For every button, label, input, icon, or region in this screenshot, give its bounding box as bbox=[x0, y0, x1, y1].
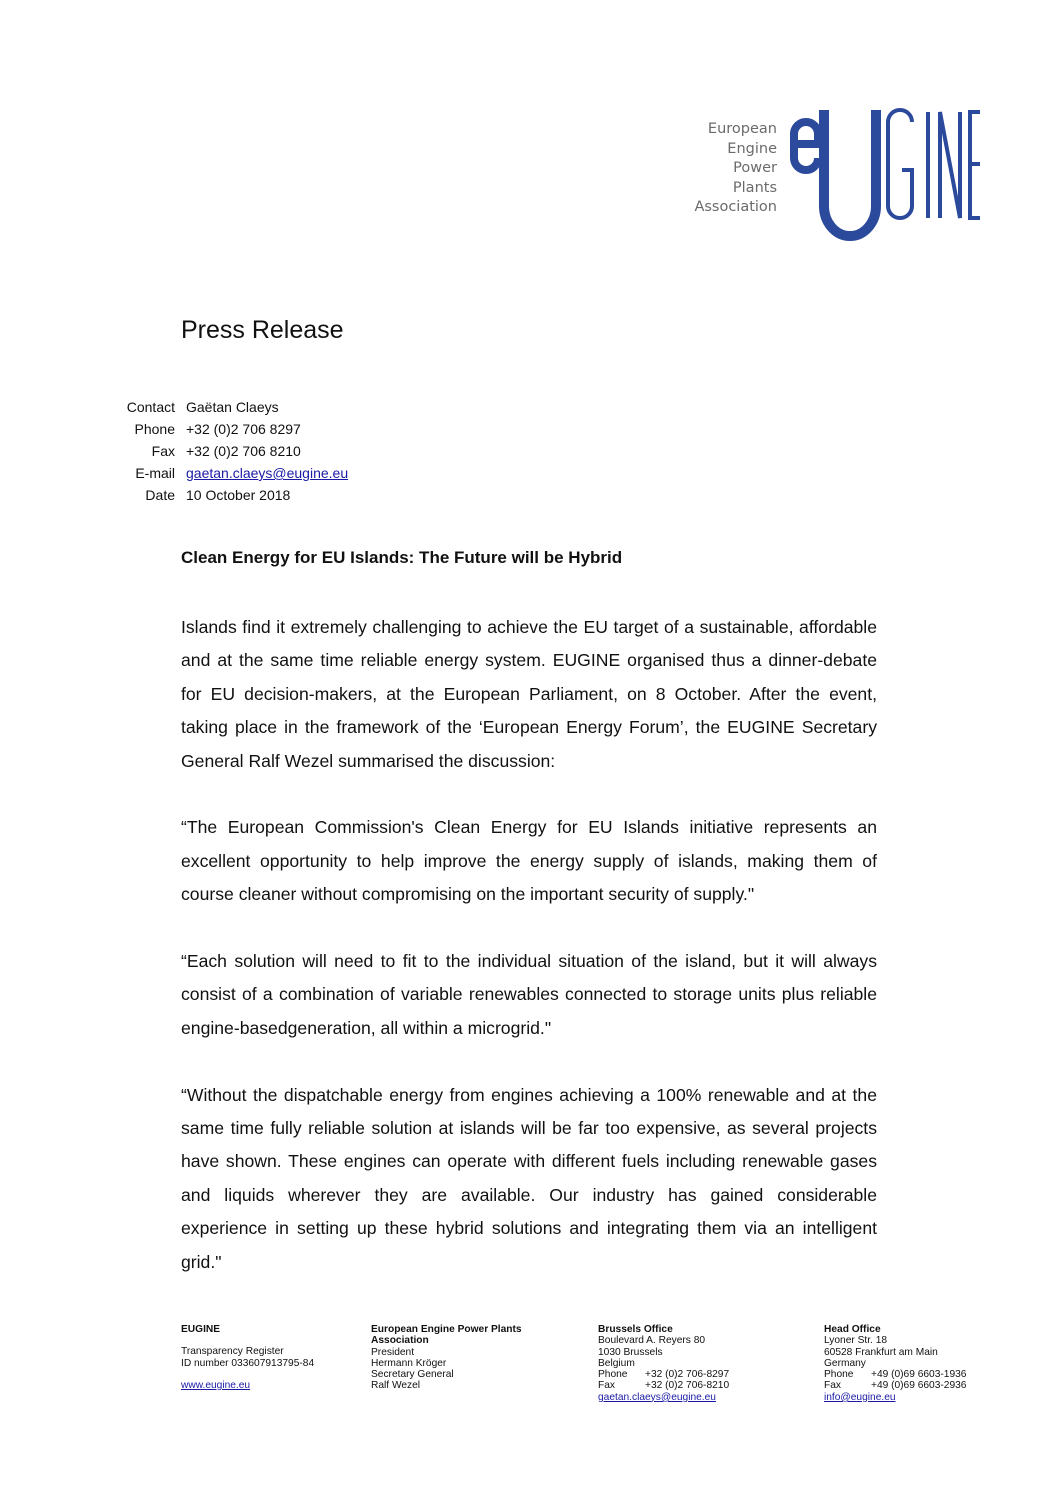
footer-phone-value: +32 (0)2 706-8297 bbox=[645, 1369, 730, 1381]
footer-heading: Head Office bbox=[824, 1324, 881, 1335]
contact-row bbox=[100, 396, 348, 418]
email-label: E-mail bbox=[135, 465, 175, 481]
contact-label: Contact bbox=[126, 399, 175, 415]
footer-text: Boulevard A. Reyers 80 bbox=[598, 1335, 706, 1347]
footer-phone-value: +49 (0)69 6603-1936 bbox=[871, 1369, 967, 1381]
fax-row bbox=[100, 440, 348, 462]
footer-fax-value: +49 (0)69 6603-2936 bbox=[871, 1380, 967, 1392]
footer-fax-value: +32 (0)2 706-8210 bbox=[645, 1380, 730, 1392]
footer-col-head-office bbox=[824, 1324, 966, 1403]
page-title: Press Release bbox=[181, 316, 344, 344]
date-row bbox=[100, 484, 348, 506]
footer-heading: Brussels Office bbox=[598, 1324, 673, 1335]
press-release-body bbox=[181, 611, 877, 1312]
fax-label: Fax bbox=[151, 443, 175, 459]
date-value: 10 October 2018 bbox=[186, 487, 291, 503]
logo-wordmark bbox=[680, 120, 777, 218]
body-paragraph: Islands find it extremely challenging to achieve the EU target of a sustainable, affordable and at the same time reliable energy system. EUGINE organised thus a dinner-debate for EU decision-makers, at the European Parliament, on 8 October. After the event, taking place in the framework of the ‘European Energy Forum’, the EUGINE Secretary General Ralf Wezel summarised the discussion: bbox=[181, 617, 877, 771]
contact-block bbox=[100, 396, 348, 506]
footer-email-link[interactable]: info@eugine.eu bbox=[824, 1391, 896, 1403]
quote-paragraph: “Each solution will need to fit to the individual situation of the island, but it will always consist of a combination of variable renewables connected to storage units plus reliable engine-basedgeneration, all within a microgrid." bbox=[181, 951, 877, 1038]
footer-text: Secretary General bbox=[371, 1369, 454, 1381]
footer-text: ID number 033607913795-84 bbox=[181, 1357, 315, 1369]
footer-phone-label: Phone bbox=[598, 1369, 628, 1381]
footer-fax-label: Fax bbox=[824, 1380, 841, 1392]
logo-word: European bbox=[707, 121, 777, 137]
footer-phone-label: Phone bbox=[824, 1369, 854, 1381]
press-release-headline: Clean Energy for EU Islands: The Future will be Hybrid bbox=[181, 548, 623, 567]
website-link[interactable]: www.eugine.eu bbox=[181, 1379, 251, 1391]
footer-phone-row bbox=[598, 1369, 729, 1380]
footer-text: Transparency Register bbox=[181, 1346, 284, 1358]
footer-fax-row bbox=[598, 1380, 729, 1391]
footer-text: 60528 Frankfurt am Main bbox=[824, 1346, 938, 1358]
footer-heading: European Engine Power Plants bbox=[371, 1324, 522, 1335]
fax-value: +32 (0)2 706 8210 bbox=[186, 443, 301, 459]
footer-fax-label: Fax bbox=[598, 1380, 615, 1392]
phone-row bbox=[100, 418, 348, 440]
logo-word: Engine bbox=[727, 140, 777, 157]
footer-col-association bbox=[371, 1324, 522, 1392]
footer-text: President bbox=[371, 1346, 415, 1358]
quote-paragraph: “The European Commission's Clean Energy for EU Islands initiative represents an excellent opportunity to help improve the energy supply of islands, making them of course cleaner without compromising on the important security of supply." bbox=[181, 817, 877, 905]
phone-value: +32 (0)2 706 8297 bbox=[186, 421, 301, 437]
logo-word: Plants bbox=[732, 179, 777, 196]
email-link[interactable]: gaetan.claeys@eugine.eu bbox=[186, 465, 349, 481]
footer-email-link[interactable]: gaetan.claeys@eugine.eu bbox=[598, 1391, 716, 1403]
footer-text: Hermann Kröger bbox=[371, 1357, 447, 1369]
date-label: Date bbox=[145, 487, 175, 503]
footer-text: Belgium bbox=[598, 1357, 635, 1369]
footer-col-brussels bbox=[598, 1324, 729, 1403]
footer-col-eugine bbox=[181, 1324, 314, 1391]
email-row bbox=[100, 462, 348, 484]
eugine-logo-mark bbox=[784, 106, 980, 248]
eugine-logo bbox=[680, 106, 980, 248]
logo-word: Power bbox=[733, 160, 777, 177]
phone-label: Phone bbox=[134, 421, 175, 437]
page-footer bbox=[181, 1324, 981, 1414]
footer-heading: EUGINE bbox=[181, 1324, 221, 1335]
footer-phone-row bbox=[824, 1369, 966, 1380]
footer-fax-row bbox=[824, 1380, 966, 1391]
footer-heading: Association bbox=[371, 1335, 429, 1347]
footer-text: Ralf Wezel bbox=[371, 1380, 421, 1392]
quote-paragraph: “Without the dispatchable energy from engines achieving a 100% renewable and at the same time fully reliable solution at islands will be far too expensive, as several projects have shown. These engines can operate with different fuels including renewable gases and liquids wherever they are available. Our industry has gained considerable experience in setting up these hybrid solutions and integrating them via an intelligent grid." bbox=[181, 1084, 877, 1272]
footer-text: Lyoner Str. 18 bbox=[824, 1335, 888, 1347]
footer-text: Germany bbox=[824, 1357, 866, 1369]
logo-word: Association bbox=[694, 199, 777, 216]
footer-text: 1030 Brussels bbox=[598, 1346, 663, 1358]
contact-name: Gaëtan Claeys bbox=[186, 399, 279, 415]
